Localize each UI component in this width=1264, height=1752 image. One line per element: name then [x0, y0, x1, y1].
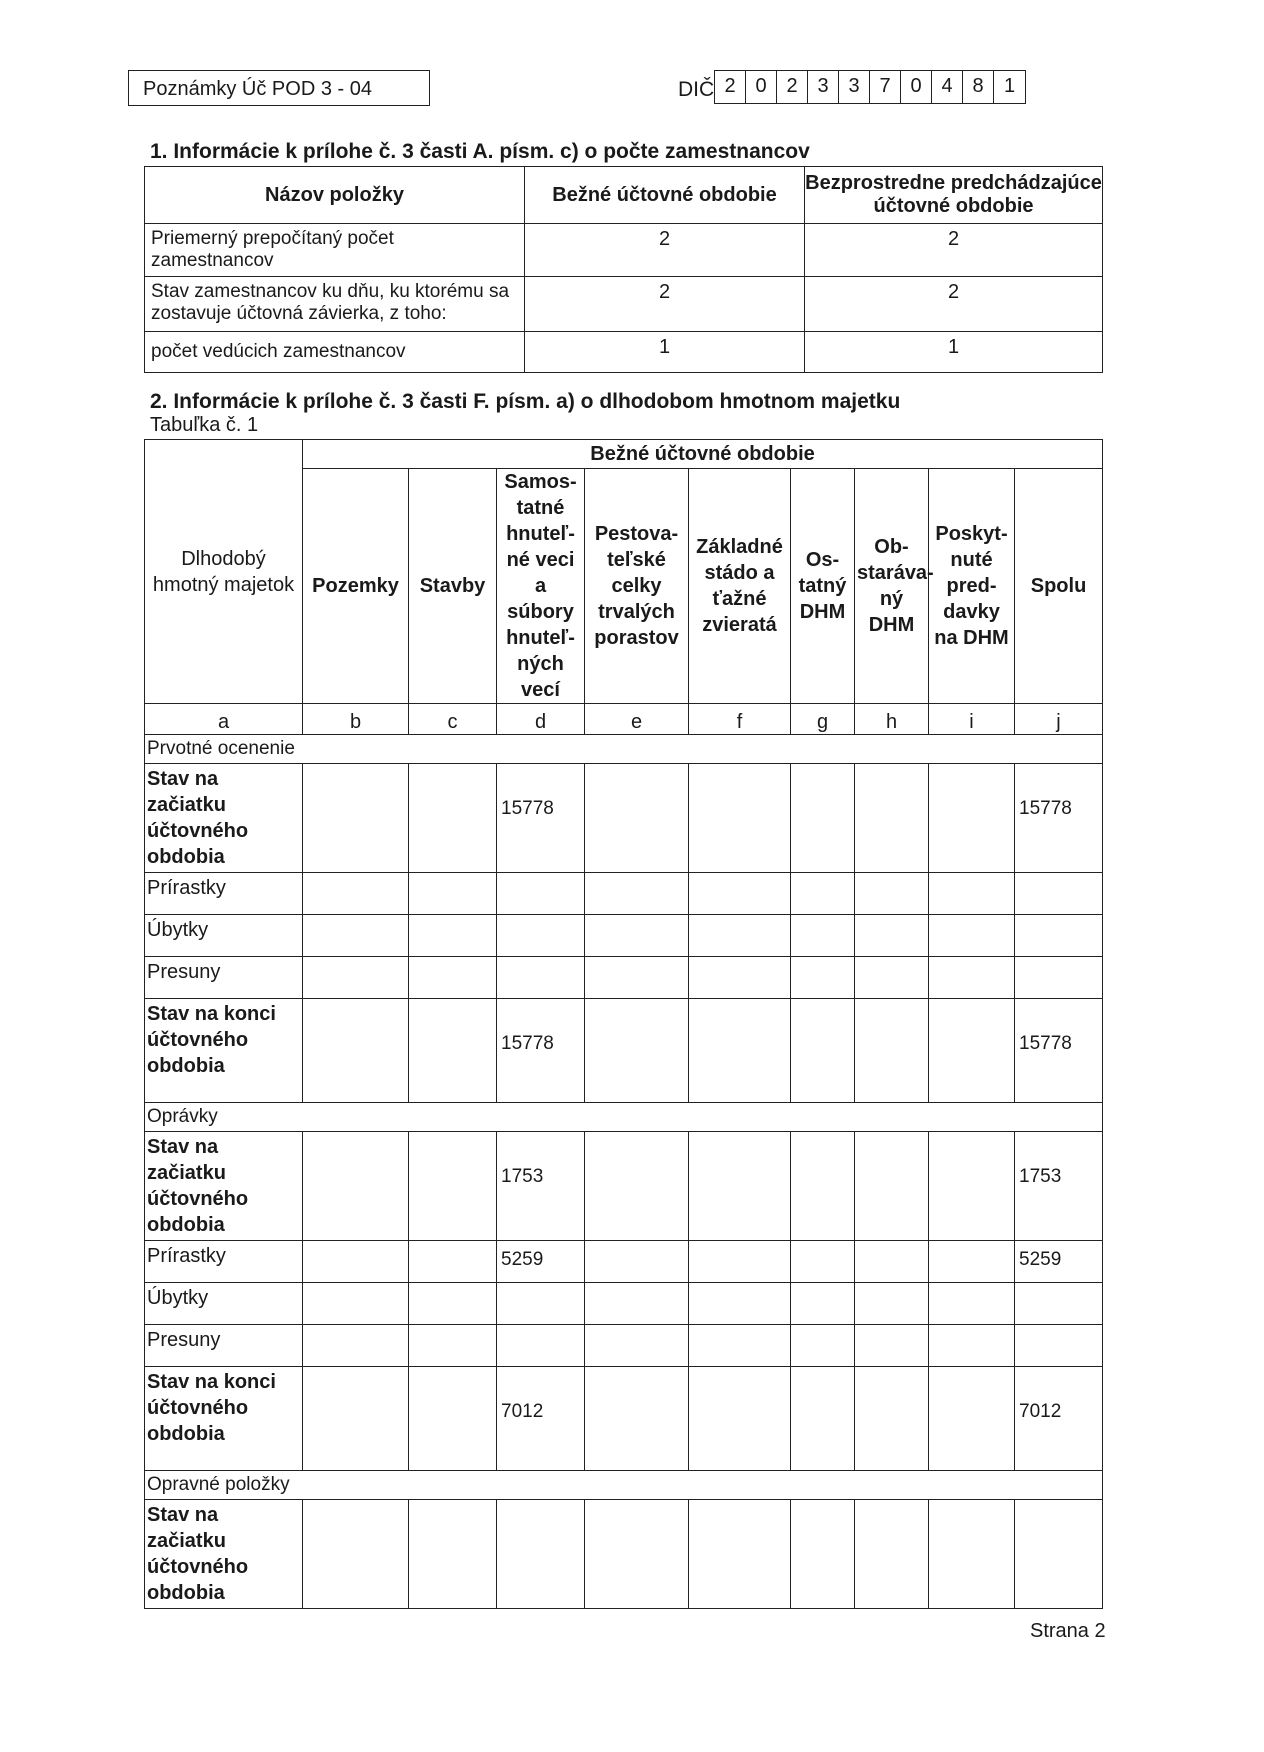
value-cell-j: 7012 — [1015, 1367, 1103, 1471]
form-label: Poznámky Úč POD 3 - 04 — [143, 78, 372, 100]
empty-cell-b — [303, 957, 409, 999]
col-letter: h — [855, 704, 929, 735]
empty-cell-h — [855, 1325, 929, 1367]
empty-cell-i — [929, 1500, 1015, 1609]
empty-cell-b — [303, 915, 409, 957]
empty-cell-f — [689, 1283, 791, 1325]
empty-cell-h — [855, 1283, 929, 1325]
empty-cell-e — [585, 873, 689, 915]
empty-cell-c — [409, 1367, 497, 1471]
row-label: Úbytky — [145, 1283, 303, 1325]
group-row — [145, 1471, 1103, 1500]
empty-cell-b — [303, 764, 409, 873]
empty-cell-c — [409, 1283, 497, 1325]
col-header-h: Ob-staráva-ný DHM — [855, 469, 929, 704]
empty-cell-c — [409, 915, 497, 957]
table-row — [145, 277, 1103, 332]
empty-cell-c — [409, 764, 497, 873]
empty-cell-g — [791, 1325, 855, 1367]
form-label-box — [128, 70, 430, 106]
empty-cell-h — [855, 957, 929, 999]
value-cell-d: 5259 — [497, 1241, 585, 1283]
col-letter: j — [1015, 704, 1103, 735]
empty-cell-e — [585, 957, 689, 999]
empty-cell-e — [585, 1283, 689, 1325]
group-label: Oprávky — [145, 1103, 1103, 1132]
empty-cell-i — [929, 1241, 1015, 1283]
dic-digit: 8 — [963, 71, 994, 103]
empty-cell-g — [791, 915, 855, 957]
empty-cell-f — [689, 999, 791, 1103]
table-row — [145, 1367, 1103, 1471]
value-cell-d — [497, 915, 585, 957]
empty-cell-c — [409, 999, 497, 1103]
empty-cell-i — [929, 1325, 1015, 1367]
section2-title: 2. Informácie k prílohe č. 3 časti F. písm. a) o dlhodobom hmotnom majetku — [150, 390, 901, 413]
empty-cell-b — [303, 1283, 409, 1325]
value-cell-j: 15778 — [1015, 764, 1103, 873]
row-label: Presuny — [145, 957, 303, 999]
empty-cell-g — [791, 873, 855, 915]
value-cell-j: 15778 — [1015, 999, 1103, 1103]
col-letter: a — [145, 704, 303, 735]
col-header: Názov položky — [145, 167, 525, 224]
employees-table — [144, 166, 1103, 373]
empty-cell-e — [585, 1241, 689, 1283]
current-value: 1 — [525, 332, 805, 373]
value-cell-d: 15778 — [497, 764, 585, 873]
col-header-a — [145, 440, 303, 704]
previous-value: 2 — [805, 277, 1103, 332]
row-label: Stav na začiatku účtovného obdobia — [145, 1132, 303, 1241]
empty-cell-i — [929, 915, 1015, 957]
table-row — [145, 957, 1103, 999]
dic-digit: 2 — [715, 71, 746, 103]
empty-cell-i — [929, 1367, 1015, 1471]
empty-cell-c — [409, 873, 497, 915]
empty-cell-h — [855, 1132, 929, 1241]
value-cell-d — [497, 873, 585, 915]
empty-cell-f — [689, 1325, 791, 1367]
empty-cell-g — [791, 1500, 855, 1609]
row-label: Stav na začiatku účtovného obdobia — [145, 764, 303, 873]
col-header: Bežné účtovné obdobie — [525, 167, 805, 224]
empty-cell-e — [585, 1367, 689, 1471]
col-header-e: Pestova-teľské celky trvalých porastov — [585, 469, 689, 704]
empty-cell-b — [303, 999, 409, 1103]
col-header: Bezprostredne predchádzajúce účtovné obdobie — [805, 167, 1103, 224]
value-cell-j: 1753 — [1015, 1132, 1103, 1241]
empty-cell-c — [409, 1241, 497, 1283]
empty-cell-c — [409, 957, 497, 999]
page-number: Strana 2 — [1030, 1620, 1106, 1642]
value-cell-j — [1015, 957, 1103, 999]
empty-cell-i — [929, 1132, 1015, 1241]
empty-cell-c — [409, 1325, 497, 1367]
empty-cell-f — [689, 764, 791, 873]
value-cell-d: 15778 — [497, 999, 585, 1103]
col-header-g: Os-tatný DHM — [791, 469, 855, 704]
empty-cell-g — [791, 1367, 855, 1471]
empty-cell-i — [929, 764, 1015, 873]
table-row — [145, 915, 1103, 957]
empty-cell-b — [303, 1241, 409, 1283]
value-cell-j — [1015, 915, 1103, 957]
group-row — [145, 735, 1103, 764]
empty-cell-h — [855, 915, 929, 957]
value-cell-d: 7012 — [497, 1367, 585, 1471]
col-header-label: Dlhodobý hmotný majetok — [152, 547, 295, 596]
group-label: Prvotné ocenenie — [145, 735, 1103, 764]
empty-cell-f — [689, 1500, 791, 1609]
row-label: Stav na začiatku účtovného obdobia — [145, 1500, 303, 1609]
value-cell-d — [497, 957, 585, 999]
dic-label: DIČ — [678, 78, 715, 101]
dic-digit: 2 — [777, 71, 808, 103]
group-label: Opravné položky — [145, 1471, 1103, 1500]
empty-cell-g — [791, 1283, 855, 1325]
dic-digit: 7 — [870, 71, 901, 103]
row-label: Stav na konci účtovného obdobia — [145, 1367, 303, 1471]
empty-cell-i — [929, 873, 1015, 915]
row-label: Úbytky — [145, 915, 303, 957]
empty-cell-g — [791, 1241, 855, 1283]
dic-digit: 0 — [746, 71, 777, 103]
col-letter: f — [689, 704, 791, 735]
empty-cell-b — [303, 1367, 409, 1471]
empty-cell-g — [791, 999, 855, 1103]
empty-cell-g — [791, 1132, 855, 1241]
empty-cell-f — [689, 1241, 791, 1283]
empty-cell-b — [303, 873, 409, 915]
previous-value: 1 — [805, 332, 1103, 373]
row-label: počet vedúcich zamestnancov — [145, 332, 525, 373]
empty-cell-f — [689, 957, 791, 999]
period-banner: Bežné účtovné obdobie — [303, 440, 1103, 469]
table-row — [145, 224, 1103, 277]
table-row — [145, 764, 1103, 873]
empty-cell-f — [689, 915, 791, 957]
table-row — [145, 1500, 1103, 1609]
previous-value: 2 — [805, 224, 1103, 277]
empty-cell-g — [791, 764, 855, 873]
value-cell-j — [1015, 873, 1103, 915]
row-label: Presuny — [145, 1325, 303, 1367]
value-cell-j — [1015, 1500, 1103, 1609]
current-value: 2 — [525, 277, 805, 332]
empty-cell-c — [409, 1132, 497, 1241]
value-cell-j — [1015, 1325, 1103, 1367]
row-label: Prírastky — [145, 873, 303, 915]
dhm-table-body — [145, 735, 1103, 1609]
row-label: Priemerný prepočítaný počet zamestnancov — [145, 224, 525, 277]
empty-cell-f — [689, 1132, 791, 1241]
dhm-table — [144, 439, 1103, 1609]
table-row — [145, 332, 1103, 373]
empty-cell-h — [855, 999, 929, 1103]
table-row — [145, 873, 1103, 915]
dic-digit: 4 — [932, 71, 963, 103]
table-row — [145, 1132, 1103, 1241]
empty-cell-h — [855, 1500, 929, 1609]
empty-cell-e — [585, 1325, 689, 1367]
empty-cell-f — [689, 873, 791, 915]
row-label: Prírastky — [145, 1241, 303, 1283]
col-letter: i — [929, 704, 1015, 735]
empty-cell-e — [585, 915, 689, 957]
table-row — [145, 1241, 1103, 1283]
col-header-b: Pozemky — [303, 469, 409, 704]
value-cell-d — [497, 1283, 585, 1325]
empty-cell-h — [855, 873, 929, 915]
empty-cell-h — [855, 1241, 929, 1283]
col-letter: c — [409, 704, 497, 735]
table-row — [145, 1325, 1103, 1367]
empty-cell-c — [409, 1500, 497, 1609]
value-cell-j — [1015, 1283, 1103, 1325]
col-letter: e — [585, 704, 689, 735]
empty-cell-e — [585, 1500, 689, 1609]
empty-cell-h — [855, 764, 929, 873]
empty-cell-b — [303, 1500, 409, 1609]
empty-cell-i — [929, 1283, 1015, 1325]
col-letter: g — [791, 704, 855, 735]
table-row — [145, 1283, 1103, 1325]
table-caption: Tabuľka č. 1 — [150, 414, 259, 436]
col-header-j: Spolu — [1015, 469, 1103, 704]
current-value: 2 — [525, 224, 805, 277]
empty-cell-i — [929, 999, 1015, 1103]
empty-cell-f — [689, 1367, 791, 1471]
empty-cell-e — [585, 764, 689, 873]
empty-cell-g — [791, 957, 855, 999]
empty-cell-e — [585, 999, 689, 1103]
empty-cell-e — [585, 1132, 689, 1241]
col-header-f: Základné stádo a ťažné zvieratá — [689, 469, 791, 704]
col-header-i: Poskyt-nuté pred-davky na DHM — [929, 469, 1015, 704]
col-header-c: Stavby — [409, 469, 497, 704]
col-letter: d — [497, 704, 585, 735]
row-label: Stav na konci účtovného obdobia — [145, 999, 303, 1103]
col-header-d: Samos-tatné hnuteľ-né veci a súbory hnuteľ-ných vecí — [497, 469, 585, 704]
dic-digit: 3 — [839, 71, 870, 103]
dic-digit: 3 — [808, 71, 839, 103]
section1-title: 1. Informácie k prílohe č. 3 časti A. písm. c) o počte zamestnancov — [150, 140, 810, 163]
value-cell-d — [497, 1500, 585, 1609]
value-cell-d — [497, 1325, 585, 1367]
value-cell-j: 5259 — [1015, 1241, 1103, 1283]
row-label: Stav zamestnancov ku dňu, ku ktorému sa zostavuje účtovná závierka, z toho: — [145, 277, 525, 332]
col-letter: b — [303, 704, 409, 735]
empty-cell-h — [855, 1367, 929, 1471]
dic-boxes — [714, 70, 1026, 104]
empty-cell-i — [929, 957, 1015, 999]
value-cell-d: 1753 — [497, 1132, 585, 1241]
table-row — [145, 999, 1103, 1103]
empty-cell-b — [303, 1325, 409, 1367]
dic-digit: 0 — [901, 71, 932, 103]
empty-cell-b — [303, 1132, 409, 1241]
dic-digit: 1 — [1003, 75, 1016, 97]
group-row — [145, 1103, 1103, 1132]
